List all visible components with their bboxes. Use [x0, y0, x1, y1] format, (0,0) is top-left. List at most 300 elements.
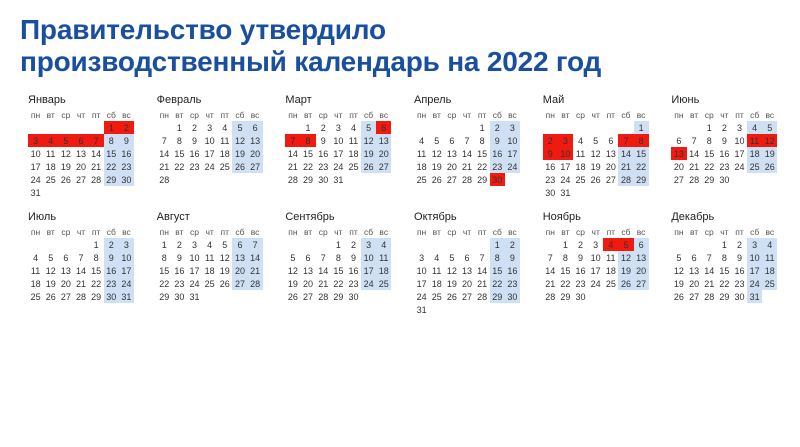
empty-day-cell	[505, 173, 520, 186]
day-cell: 28	[462, 174, 473, 185]
month-block	[400, 211, 529, 316]
day-cell: 16	[174, 265, 185, 276]
weekday-header: вс	[122, 110, 131, 120]
day-cell: 16	[575, 265, 586, 276]
day-cell: 29	[719, 291, 730, 302]
day-cell: 17	[30, 161, 41, 172]
empty-day-cell	[687, 238, 702, 251]
month-name: Апрель	[414, 94, 452, 106]
day-cell: 18	[416, 161, 427, 172]
day-cell: 3	[361, 238, 376, 251]
empty-day-cell	[58, 121, 73, 134]
weekday-header: пт	[477, 110, 487, 120]
day-cell: 1	[161, 239, 167, 250]
day-cell: 19	[60, 161, 71, 172]
day-cell: 21	[318, 278, 329, 289]
day-cell: 9	[721, 135, 727, 146]
day-cell: 15	[490, 264, 505, 277]
week-row	[28, 290, 134, 303]
day-cell: 12	[60, 148, 71, 159]
day-cell: 5	[58, 134, 73, 147]
day-cell: 20	[689, 278, 700, 289]
month-name: Май	[542, 94, 565, 106]
day-cell: 27	[605, 174, 616, 185]
day-cell: 15	[560, 265, 571, 276]
weekday-header: чт	[334, 110, 343, 120]
weekday-header: пт	[349, 110, 358, 120]
day-cell: 20	[376, 147, 391, 160]
empty-day-cell	[444, 121, 459, 134]
day-cell: 19	[232, 147, 247, 160]
weekday-header-row	[671, 226, 777, 238]
day-cell: 7	[285, 134, 300, 147]
day-cell: 12	[287, 265, 298, 276]
empty-day-cell	[444, 238, 459, 251]
day-cell: 8	[161, 252, 167, 263]
day-cell: 3	[747, 238, 762, 251]
day-cell: 16	[719, 148, 730, 159]
day-cell: 5	[290, 252, 296, 263]
month-table	[543, 109, 649, 199]
week-row	[285, 290, 391, 303]
day-cell: 16	[119, 147, 134, 160]
day-cell: 15	[303, 148, 314, 159]
day-cell: 6	[248, 121, 263, 134]
weekday-header: сб	[621, 227, 631, 237]
week-row	[28, 264, 134, 277]
weekday-header: чт	[462, 227, 472, 237]
weekday-header: вт	[561, 227, 570, 237]
day-cell: 8	[300, 134, 315, 147]
empty-day-cell	[300, 238, 315, 251]
day-cell: 26	[232, 160, 247, 173]
weekday-header: ср	[318, 227, 328, 237]
day-cell: 20	[232, 264, 247, 277]
week-row	[671, 160, 777, 173]
day-cell: 28	[75, 291, 86, 302]
month-block	[657, 94, 786, 199]
day-cell: 22	[560, 278, 571, 289]
day-cell: 22	[159, 278, 170, 289]
day-cell: 21	[618, 160, 633, 173]
weekday-header: пн	[159, 227, 169, 237]
empty-day-cell	[573, 121, 588, 134]
empty-day-cell	[588, 121, 603, 134]
day-cell: 26	[590, 174, 601, 185]
weekday-header-row	[28, 109, 134, 121]
day-cell: 19	[618, 264, 633, 277]
day-cell: 28	[248, 277, 263, 290]
day-cell: 21	[91, 161, 102, 172]
day-cell: 2	[119, 121, 134, 134]
empty-day-cell	[285, 238, 300, 251]
weekday-header: ср	[704, 110, 714, 120]
day-cell: 8	[721, 252, 727, 263]
day-cell: 30	[734, 291, 745, 302]
weekday-header: вс	[508, 110, 517, 120]
day-cell: 14	[462, 148, 473, 159]
day-cell: 17	[590, 265, 601, 276]
weekday-header: ср	[576, 227, 586, 237]
empty-day-cell	[202, 290, 217, 303]
day-cell: 31	[416, 304, 427, 315]
day-cell: 5	[593, 135, 599, 146]
empty-day-cell	[603, 121, 618, 134]
day-cell: 6	[305, 252, 311, 263]
empty-day-cell	[618, 121, 633, 134]
month-table	[157, 109, 263, 186]
day-cell: 21	[462, 161, 473, 172]
empty-day-cell	[490, 303, 505, 316]
day-cell: 14	[704, 265, 715, 276]
weekday-header: пн	[545, 110, 555, 120]
day-cell: 5	[676, 252, 682, 263]
week-row	[543, 134, 649, 147]
day-cell: 27	[75, 174, 86, 185]
weekday-header: вс	[765, 227, 775, 237]
day-cell: 6	[73, 134, 88, 147]
day-cell: 19	[219, 265, 230, 276]
calendar-row	[14, 211, 786, 316]
empty-day-cell	[104, 186, 119, 199]
day-cell: 17	[204, 148, 215, 159]
day-cell: 12	[673, 265, 684, 276]
day-cell: 23	[575, 278, 586, 289]
month-table	[414, 226, 520, 316]
day-cell: 26	[287, 291, 298, 302]
day-cell: 23	[734, 278, 745, 289]
day-cell: 24	[204, 161, 215, 172]
month-table	[157, 226, 263, 303]
day-cell: 22	[704, 161, 715, 172]
day-cell: 1	[104, 121, 119, 134]
day-cell: 4	[350, 122, 356, 133]
empty-day-cell	[687, 121, 702, 134]
empty-day-cell	[618, 290, 633, 303]
month-table	[285, 226, 391, 303]
day-cell: 9	[192, 135, 198, 146]
day-cell: 2	[543, 134, 558, 147]
day-cell: 19	[361, 147, 376, 160]
day-cell: 2	[721, 122, 727, 133]
day-cell: 15	[174, 148, 185, 159]
weekday-header: ср	[190, 227, 200, 237]
empty-day-cell	[459, 238, 474, 251]
empty-day-cell	[232, 290, 247, 303]
weekday-header: ср	[318, 110, 328, 120]
day-cell: 30	[119, 173, 134, 186]
day-cell: 2	[176, 239, 182, 250]
week-row	[28, 251, 134, 264]
day-cell: 31	[30, 187, 41, 198]
day-cell: 5	[361, 121, 376, 134]
week-row	[28, 160, 134, 173]
day-cell: 16	[505, 264, 520, 277]
weekday-header-row	[28, 226, 134, 238]
day-cell: 20	[634, 264, 649, 277]
empty-day-cell	[285, 121, 300, 134]
weekday-header: чт	[334, 227, 343, 237]
day-cell: 30	[719, 174, 730, 185]
day-cell: 4	[603, 238, 618, 251]
page-title	[0, 0, 800, 78]
month-block	[271, 94, 400, 199]
day-cell: 28	[704, 291, 715, 302]
empty-day-cell	[702, 238, 717, 251]
day-cell: 10	[734, 135, 745, 146]
day-cell: 20	[462, 278, 473, 289]
day-cell: 24	[505, 160, 520, 173]
day-cell: 20	[446, 161, 457, 172]
day-cell: 20	[605, 161, 616, 172]
empty-day-cell	[618, 186, 633, 199]
day-cell: 29	[104, 173, 119, 186]
day-cell: 29	[477, 174, 488, 185]
day-cell: 9	[176, 252, 182, 263]
day-cell: 27	[376, 160, 391, 173]
week-row	[414, 160, 520, 173]
day-cell: 2	[104, 238, 119, 251]
day-cell: 17	[361, 264, 376, 277]
day-cell: 27	[303, 291, 314, 302]
weekday-header: вт	[303, 227, 313, 237]
calendar-row	[14, 94, 786, 199]
day-cell: 15	[159, 265, 170, 276]
day-cell: 16	[104, 264, 119, 277]
empty-day-cell	[43, 186, 58, 199]
empty-day-cell	[43, 121, 58, 134]
week-row	[157, 134, 263, 147]
week-row	[157, 160, 263, 173]
empty-day-cell	[157, 121, 172, 134]
week-row	[543, 173, 649, 186]
day-cell: 12	[232, 134, 247, 147]
day-cell: 14	[287, 148, 298, 159]
day-cell: 16	[545, 161, 556, 172]
day-cell: 20	[75, 161, 86, 172]
day-cell: 15	[333, 265, 344, 276]
day-cell: 16	[189, 148, 200, 159]
empty-day-cell	[248, 290, 263, 303]
day-cell: 30	[505, 290, 520, 303]
day-cell: 2	[490, 121, 505, 134]
day-cell: 14	[618, 147, 633, 160]
week-row	[671, 134, 777, 147]
day-cell: 22	[490, 277, 505, 290]
day-cell: 31	[189, 291, 200, 302]
day-cell: 13	[446, 148, 457, 159]
weekday-header: сб	[106, 227, 116, 237]
week-row	[543, 251, 649, 264]
day-cell: 23	[104, 277, 119, 290]
day-cell: 23	[318, 161, 329, 172]
day-cell: 6	[464, 252, 470, 263]
day-cell: 10	[558, 147, 573, 160]
day-cell: 8	[706, 135, 712, 146]
day-cell: 10	[333, 135, 344, 146]
day-cell: 14	[248, 251, 263, 264]
day-cell: 14	[545, 265, 556, 276]
empty-day-cell	[73, 238, 88, 251]
day-cell: 25	[605, 278, 616, 289]
day-cell: 13	[376, 134, 391, 147]
week-row	[414, 134, 520, 147]
day-cell: 22	[719, 278, 730, 289]
weekday-header: пт	[349, 227, 358, 237]
day-cell: 12	[45, 265, 56, 276]
week-row	[285, 264, 391, 277]
day-cell: 25	[762, 277, 777, 290]
day-cell: 31	[747, 290, 762, 303]
day-cell: 10	[119, 251, 134, 264]
day-cell: 19	[762, 147, 777, 160]
day-cell: 7	[320, 252, 326, 263]
day-cell: 28	[287, 174, 298, 185]
weekday-header: ср	[61, 110, 71, 120]
day-cell: 6	[63, 252, 69, 263]
empty-day-cell	[762, 173, 777, 186]
day-cell: 26	[60, 174, 71, 185]
day-cell: 30	[575, 291, 586, 302]
weekday-header: вт	[46, 227, 55, 237]
day-cell: 11	[30, 265, 41, 276]
day-cell: 21	[704, 278, 715, 289]
weekday-header: вс	[379, 110, 389, 120]
day-cell: 8	[634, 134, 649, 147]
day-cell: 17	[747, 264, 762, 277]
day-cell: 11	[348, 135, 359, 146]
empty-day-cell	[361, 173, 376, 186]
day-cell: 16	[348, 265, 359, 276]
day-cell: 13	[60, 265, 71, 276]
weekday-header: пн	[30, 227, 41, 237]
day-cell: 29	[490, 290, 505, 303]
day-cell: 24	[333, 161, 344, 172]
day-cell: 23	[719, 161, 730, 172]
month-name: Март	[285, 94, 312, 106]
weekday-header: вт	[175, 110, 184, 120]
weekday-header: сб	[750, 110, 760, 120]
day-cell: 7	[618, 134, 633, 147]
day-cell: 26	[673, 291, 684, 302]
day-cell: 29	[303, 174, 314, 185]
day-cell: 11	[762, 251, 777, 264]
day-cell: 21	[287, 161, 298, 172]
weekday-header: вт	[303, 110, 313, 120]
week-row	[285, 160, 391, 173]
week-row	[543, 147, 649, 160]
day-cell: 22	[634, 160, 649, 173]
day-cell: 3	[505, 121, 520, 134]
day-cell: 24	[590, 278, 601, 289]
day-cell: 17	[505, 147, 520, 160]
weekday-header: сб	[235, 227, 245, 237]
day-cell: 6	[676, 135, 682, 146]
empty-day-cell	[603, 290, 618, 303]
month-block	[14, 94, 143, 199]
empty-day-cell	[475, 303, 490, 316]
empty-day-cell	[73, 121, 88, 134]
weekday-header: вт	[561, 110, 570, 120]
day-cell: 2	[192, 122, 198, 133]
weekday-header: ср	[447, 110, 457, 120]
day-cell: 5	[434, 135, 440, 146]
day-cell: 28	[689, 174, 700, 185]
empty-day-cell	[217, 173, 232, 186]
week-row	[285, 173, 391, 186]
weekday-header: пт	[735, 110, 744, 120]
day-cell: 18	[747, 147, 762, 160]
weekday-header: пн	[30, 110, 41, 120]
day-cell: 22	[477, 161, 488, 172]
month-table	[28, 109, 134, 199]
weekday-header: пн	[545, 227, 555, 237]
day-cell: 13	[689, 265, 700, 276]
day-cell: 2	[350, 239, 356, 250]
day-cell: 22	[91, 278, 102, 289]
day-cell: 7	[479, 252, 485, 263]
day-cell: 13	[232, 251, 247, 264]
week-row	[414, 121, 520, 134]
weekday-header: вс	[250, 227, 260, 237]
day-cell: 25	[376, 277, 391, 290]
day-cell: 5	[232, 121, 247, 134]
day-cell: 27	[462, 291, 473, 302]
week-row	[157, 147, 263, 160]
empty-day-cell	[28, 121, 43, 134]
week-row	[671, 290, 777, 303]
day-cell: 9	[505, 251, 520, 264]
day-cell: 19	[446, 278, 457, 289]
day-cell: 28	[159, 174, 170, 185]
empty-day-cell	[232, 173, 247, 186]
empty-day-cell	[588, 290, 603, 303]
week-row	[414, 251, 520, 264]
week-row	[414, 303, 520, 316]
day-cell: 4	[43, 134, 58, 147]
day-cell: 21	[545, 278, 556, 289]
empty-day-cell	[58, 186, 73, 199]
day-cell: 9	[543, 147, 558, 160]
day-cell: 9	[104, 251, 119, 264]
day-cell: 17	[119, 264, 134, 277]
day-cell: 15	[91, 265, 102, 276]
day-cell: 1	[305, 122, 311, 133]
day-cell: 7	[706, 252, 712, 263]
weekday-header-row	[543, 109, 649, 121]
weekday-header: вт	[689, 227, 699, 237]
day-cell: 31	[119, 290, 134, 303]
day-cell: 19	[590, 161, 601, 172]
day-cell: 3	[28, 134, 43, 147]
empty-day-cell	[558, 121, 573, 134]
week-row	[285, 134, 391, 147]
weekday-header: сб	[364, 110, 374, 120]
day-cell: 14	[91, 148, 102, 159]
empty-day-cell	[603, 186, 618, 199]
day-cell: 15	[477, 148, 488, 159]
day-cell: 1	[562, 239, 568, 250]
empty-day-cell	[202, 173, 217, 186]
day-cell: 10	[505, 134, 520, 147]
empty-day-cell	[414, 121, 429, 134]
month-name: Декабрь	[671, 211, 715, 223]
weekday-header: сб	[750, 227, 760, 237]
month-block	[14, 211, 143, 316]
weekday-header: вт	[432, 110, 441, 120]
day-cell: 16	[490, 147, 505, 160]
day-cell: 21	[159, 161, 170, 172]
